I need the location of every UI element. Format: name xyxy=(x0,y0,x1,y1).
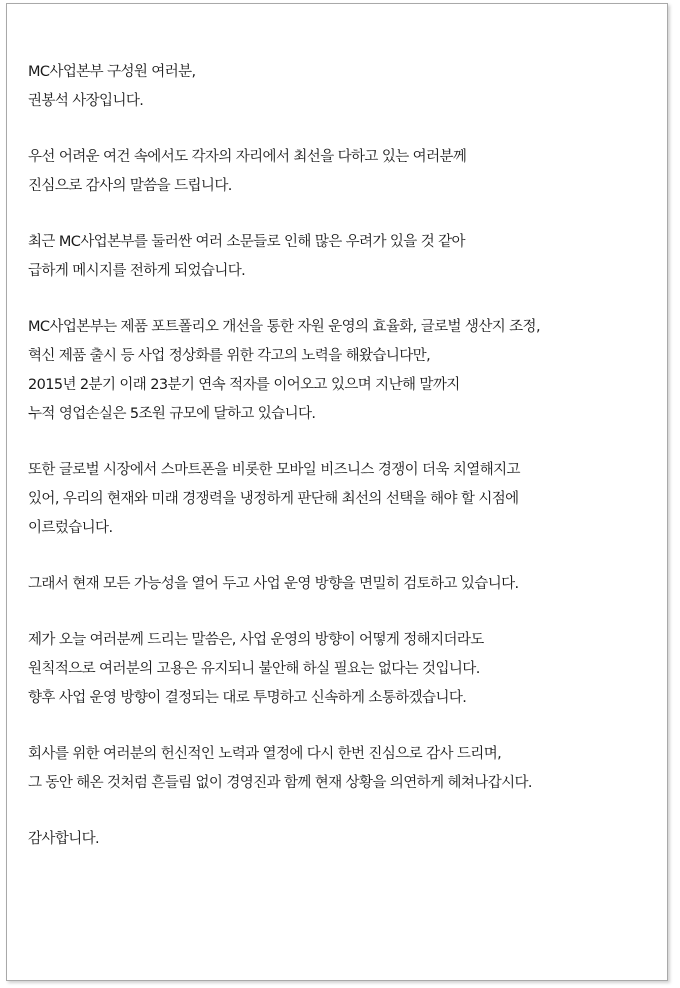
employment-paragraph xyxy=(28,626,658,713)
business-status-paragraph xyxy=(28,313,658,429)
text-line: 누적 영업손실은 5조원 규모에 달하고 있습니다. xyxy=(28,406,316,422)
text-line: 진심으로 감사의 말씀을 드립니다. xyxy=(28,178,232,194)
closing-paragraph xyxy=(28,740,658,798)
purpose-paragraph xyxy=(28,228,658,286)
text-line: 원칙적으로 여러분의 고용은 유지되니 불안해 하실 필요는 없다는 것입니다. xyxy=(28,661,480,677)
text-line: 또한 글로벌 시장에서 스마트폰을 비롯한 모바일 비즈니스 경쟁이 더욱 치열해지고 xyxy=(28,462,520,478)
text-line: 이르렀습니다. xyxy=(28,520,113,536)
text-line: 권봉석 사장입니다. xyxy=(28,93,144,109)
text-line: 우선 어려운 여건 속에서도 각자의 자리에서 최선을 다하고 있는 여러분께 xyxy=(28,149,467,165)
text-line: 혁신 제품 출시 등 사업 정상화를 위한 각고의 노력을 해왔습니다만, xyxy=(28,348,431,364)
text-line: MC사업본부 구성원 여러분, xyxy=(28,64,196,80)
text-line: 2015년 2분기 이래 23분기 연속 적자를 이어오고 있으며 지난해 말까지 xyxy=(28,377,460,393)
text-line: 제가 오늘 여러분께 드리는 말씀은, 사업 운영의 방향이 어떻게 정해지더라도 xyxy=(28,632,484,648)
text-line: 급하게 메시지를 전하게 되었습니다. xyxy=(28,263,246,279)
text-line: 최근 MC사업본부를 둘러싼 여러 소문들로 인해 많은 우려가 있을 것 같아 xyxy=(28,234,465,250)
signoff-paragraph xyxy=(28,825,658,854)
text-line: 감사합니다. xyxy=(28,831,100,847)
text-line: MC사업본부는 제품 포트폴리오 개선을 통한 자원 운영의 효율화, 글로벌 생산지 조정, xyxy=(28,319,540,335)
thanks-paragraph xyxy=(28,143,658,201)
text-line: 그래서 현재 모든 가능성을 열어 두고 사업 운영 방향을 면밀히 검토하고 있습니다. xyxy=(28,576,519,592)
document-page xyxy=(6,3,668,981)
letter-body xyxy=(28,58,658,881)
review-paragraph xyxy=(28,570,658,599)
greeting-paragraph xyxy=(28,58,658,116)
market-paragraph xyxy=(28,456,658,543)
text-line: 회사를 위한 여러분의 헌신적인 노력과 열정에 다시 한번 진심으로 감사 드리며, xyxy=(28,746,502,762)
text-line: 있어, 우리의 현재와 미래 경쟁력을 냉정하게 판단해 최선의 선택을 해야 할 시점에 xyxy=(28,491,519,507)
text-line: 향후 사업 운영 방향이 결정되는 대로 투명하고 신속하게 소통하겠습니다. xyxy=(28,690,467,706)
text-line: 그 동안 해온 것처럼 흔들림 없이 경영진과 함께 현재 상황을 의연하게 헤쳐나갑시다. xyxy=(28,775,532,791)
